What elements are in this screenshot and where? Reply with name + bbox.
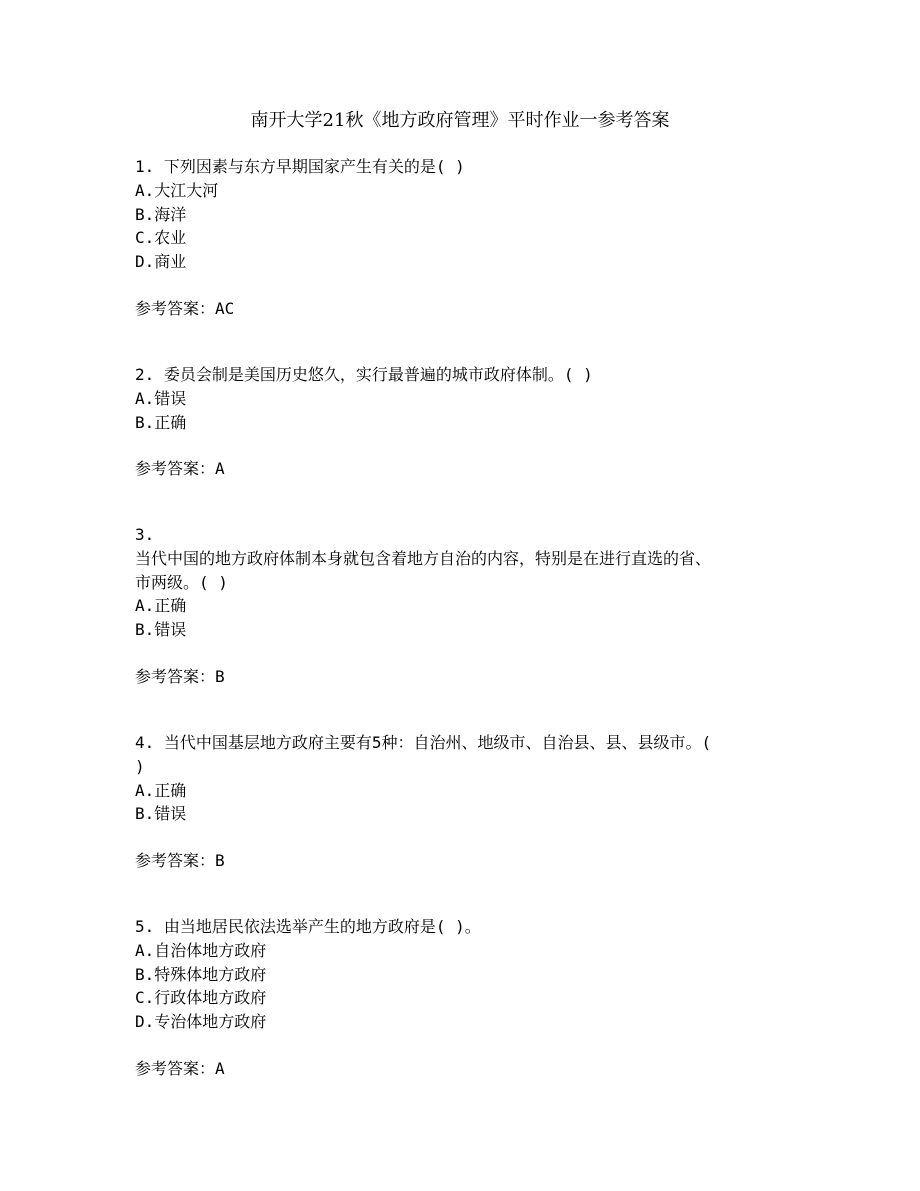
question-stem: 1. 下列因素与东方早期国家产生有关的是( ): [135, 157, 465, 176]
question-stem-continued: ): [135, 756, 145, 776]
question-2: [135, 363, 795, 481]
option-b: B.海洋: [135, 204, 187, 224]
option-b: B.错误: [135, 620, 187, 640]
question-stem: 2. 委员会制是美国历史悠久，实行最普遍的城市政府体制。( ): [135, 365, 593, 384]
question-stem: 4. 当代中国基层地方政府主要有5种：自治州、地级市、自治县、县、县级市。(: [135, 733, 712, 752]
option-a: A.自治体地方政府: [135, 940, 267, 960]
option-b: B.错误: [135, 804, 187, 824]
option-a: A.错误: [135, 388, 187, 408]
reference-answer: 参考答案：A: [135, 459, 225, 479]
question-4: [135, 731, 795, 873]
option-b: B.特殊体地方政府: [135, 964, 267, 984]
option-d: D.专治体地方政府: [135, 1012, 267, 1032]
reference-answer: 参考答案：B: [135, 666, 225, 686]
question-stem: 当代中国的地方政府体制本身就包含着地方自治的内容，特别是在进行直选的省、: [135, 548, 712, 568]
option-c: C.农业: [135, 228, 187, 248]
option-a: A.大江大河: [135, 180, 219, 200]
reference-answer: 参考答案：A: [135, 1058, 225, 1078]
reference-answer: 参考答案：AC: [135, 298, 235, 318]
option-a: A.正确: [135, 596, 187, 616]
question-5: [135, 915, 795, 1081]
option-d: D.商业: [135, 252, 187, 272]
document-title: 南开大学21秋《地方政府管理》平时作业一参考答案: [250, 110, 670, 131]
question-number: 3.: [135, 525, 155, 544]
reference-answer: 参考答案：B: [135, 851, 225, 871]
question-stem-continued: 市两级。( ): [135, 572, 228, 592]
question-3: [135, 523, 795, 689]
option-c: C.行政体地方政府: [135, 988, 267, 1008]
option-b: B.正确: [135, 412, 187, 432]
question-stem: 5. 由当地居民依法选举产生的地方政府是( )。: [135, 917, 481, 936]
question-1: [135, 155, 795, 321]
option-a: A.正确: [135, 780, 187, 800]
